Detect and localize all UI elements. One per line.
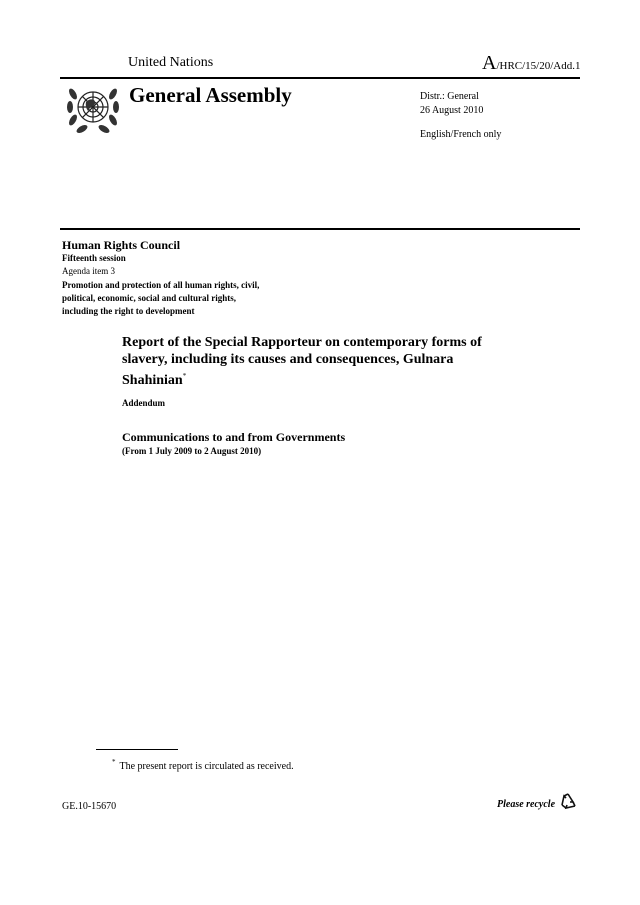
reporting-period: (From 1 July 2009 to 2 August 2010) (122, 446, 262, 456)
agenda-title-line: political, economic, social and cultural rights, (62, 293, 236, 303)
agenda-title-line: Promotion and protection of all human rights, civil, (62, 280, 260, 290)
document-symbol (482, 52, 581, 74)
agenda-item: Agenda item 3 (62, 266, 115, 276)
footnote-mark: * (112, 758, 116, 766)
document-date: 26 August 2010 (420, 105, 484, 116)
footnote-separator (96, 749, 178, 750)
organization-name: United Nations (128, 55, 214, 70)
language-note: English/French only (420, 129, 502, 140)
report-title-line: Shahinian (122, 373, 183, 388)
header-top-rule (60, 77, 580, 79)
footnote-reference[interactable]: * (182, 372, 187, 380)
distribution-block (420, 90, 483, 118)
session-name: Fifteenth session (62, 253, 126, 263)
header-bottom-rule (60, 228, 580, 230)
addendum-label: Addendum (122, 398, 166, 408)
document-symbol-rest: /HRC/15/20/Add.1 (496, 60, 581, 72)
distribution-status: Distr.: General (420, 91, 479, 102)
report-title (122, 334, 542, 389)
section-title: Communications to and from Governments (122, 430, 346, 444)
report-title-line: Report of the Special Rapporteur on contemporary forms of (122, 335, 482, 350)
report-title-line: slavery, including its causes and consequences, Gulnara (122, 352, 454, 367)
job-number: GE.10-15670 (62, 801, 117, 812)
council-name: Human Rights Council (62, 238, 181, 252)
report-title-line-last (122, 368, 542, 389)
footnote (112, 758, 294, 772)
document-symbol-prefix: A (482, 52, 497, 74)
agenda-title-line: including the right to development (62, 306, 195, 316)
recycle-text: Please recycle (497, 799, 556, 810)
body-title: General Assembly (129, 83, 292, 107)
footnote-text: The present report is circulated as received. (119, 761, 294, 772)
agenda-title (62, 279, 322, 318)
un-emblem-icon (64, 82, 122, 136)
recycle-icon (557, 791, 579, 813)
